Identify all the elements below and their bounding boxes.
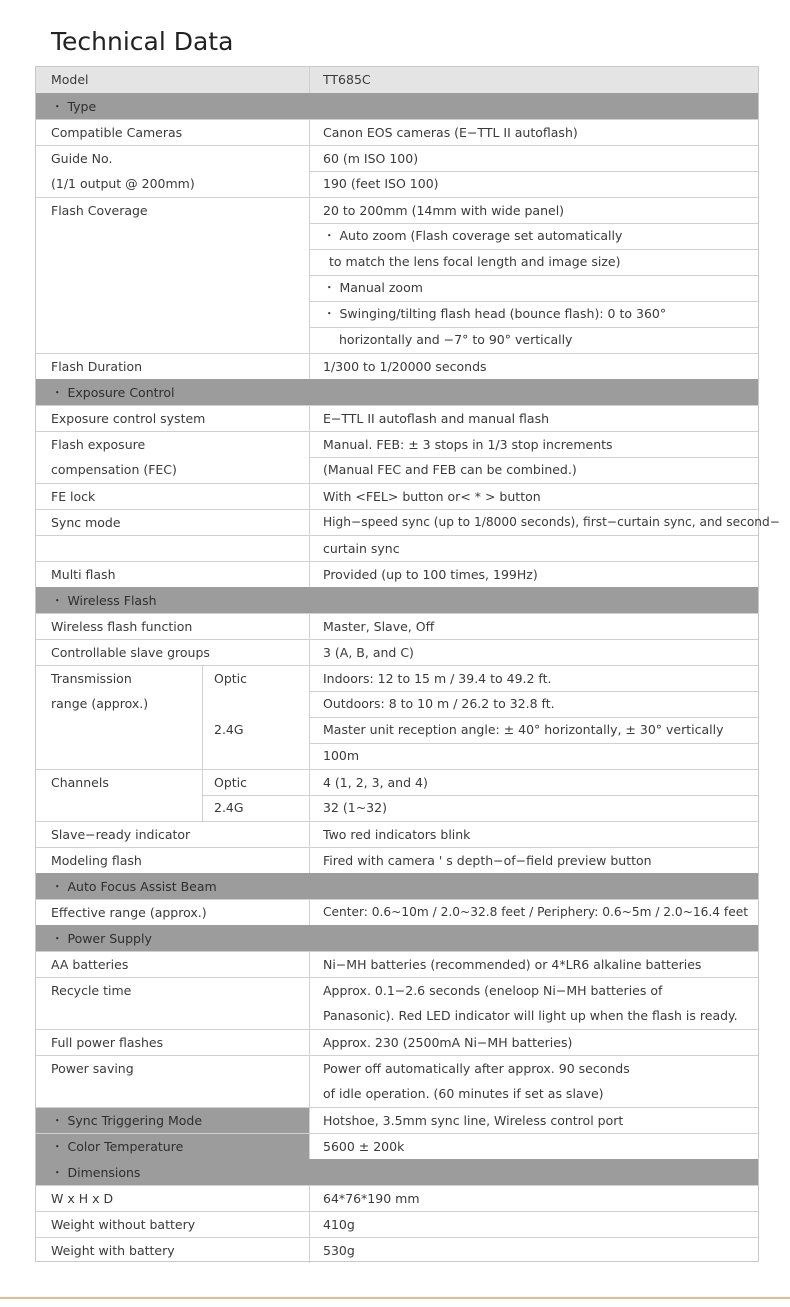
table-row [36,301,758,327]
row-sublabel: Optic [214,775,248,790]
row-value: 1/300 to 1/20000 seconds [323,359,487,374]
section-power-label: ・ Power Supply [51,931,152,946]
row-label: Flash Duration [51,359,143,374]
row-value: Master, Slave, Off [323,619,435,634]
spec-table [35,66,780,1262]
row-label: Guide No. [51,151,113,166]
table-row [36,171,758,197]
row-label: Power saving [51,1061,134,1076]
row-sublabel: 2.4G [214,722,244,737]
row-value: Fired with camera ' s depth−of−field preview button [323,853,652,868]
row-label: Transmission [51,671,132,686]
table-row [36,1003,758,1029]
section-sync-label: ・ Sync Triggering Mode [51,1113,203,1128]
table-row [36,1055,758,1081]
row-value: horizontally and −7° to 90° vertically [339,332,573,347]
row-value: High−speed sync (up to 1/8000 seconds), first−curtain sync, and second− [323,515,780,529]
row-label: Channels [51,775,109,790]
table-row [36,743,758,769]
row-sublabel: 2.4G [214,800,244,815]
row-label: Modeling flash [51,853,142,868]
table-row [36,1081,758,1107]
table-row [36,431,758,457]
row-value: Ni−MH batteries (recommended) or 4*LR6 alkaline batteries [323,957,702,972]
table-row [36,951,758,977]
color-temp-row [36,1133,758,1159]
row-value: ・ Manual zoom [323,280,423,295]
model-row [36,67,758,93]
row-label: range (approx.) [51,696,149,711]
row-value: Provided (up to 100 times, 199Hz) [323,567,538,582]
table-row [36,769,758,795]
table-row [36,795,758,821]
footer-divider [0,1297,790,1299]
row-value: Manual. FEB: ± 3 stops in 1/3 stop increments [323,437,613,452]
section-wireless-label: ・ Wireless Flash [51,593,157,608]
row-sublabel: Optic [214,671,248,686]
sync-trigger-row [36,1107,758,1133]
row-label: Effective range (approx.) [51,905,207,920]
row-value: E−TTL II autoflash and manual flash [323,411,550,426]
row-value: Approx. 0.1−2.6 seconds (eneloop Ni−MH batteries of [323,983,663,998]
row-label: Flash exposure [51,437,146,452]
section-power [36,925,758,951]
section-type-label: ・ Type [51,99,97,114]
row-value: 4 (1, 2, 3, and 4) [323,775,428,790]
table-row [36,613,758,639]
row-label: Slave−ready indicator [51,827,191,842]
row-label: Wireless flash function [51,619,193,634]
row-label: Recycle time [51,983,132,998]
row-value: curtain sync [323,541,400,556]
row-label: W x H x D [51,1191,114,1206]
table-row [36,639,758,665]
row-value: Master unit reception angle: ± 40° horizontally, ± 30° vertically [323,722,724,737]
table-row [36,1029,758,1055]
section-af-label: ・ Auto Focus Assist Beam [51,879,217,894]
table-row [36,483,758,509]
table-row [36,457,758,483]
row-label: Flash Coverage [51,203,148,218]
row-label: Multi flash [51,567,116,582]
section-dimensions-label: ・ Dimensions [51,1165,141,1180]
table-row [36,691,758,717]
row-value: ・ Swinging/tilting flash head (bounce flash): 0 to 360° [323,306,667,321]
table-row [36,509,780,535]
table-row [36,717,758,743]
row-value: Approx. 230 (2500mA Ni−MH batteries) [323,1035,573,1050]
row-value: Two red indicators blink [323,827,471,842]
table-row [36,535,758,561]
page-title: Technical Data [51,27,234,56]
row-value: Hotshoe, 3.5mm sync line, Wireless control port [323,1113,624,1128]
section-exposure-label: ・ Exposure Control [51,385,175,400]
table-row [36,223,758,249]
row-value: of idle operation. (60 minutes if set as slave) [323,1086,604,1101]
row-label: FE lock [51,489,96,504]
table-row [36,145,758,171]
row-label: Weight with battery [51,1243,175,1258]
row-value: Canon EOS cameras (E−TTL II autoflash) [323,125,578,140]
row-label: AA batteries [51,957,129,972]
table-row [36,119,758,145]
row-value: Outdoors: 8 to 10 m / 26.2 to 32.8 ft. [323,696,555,711]
table-row [36,561,758,587]
table-row [36,405,758,431]
table-row [36,1185,758,1211]
row-value: Indoors: 12 to 15 m / 39.4 to 49.2 ft. [323,671,552,686]
table-row [36,353,758,379]
row-label: Controllable slave groups [51,645,210,660]
table-row [36,1211,758,1237]
table-row [36,197,758,223]
row-value: 3 (A, B, and C) [323,645,414,660]
section-exposure [36,379,758,405]
row-value: 190 (feet ISO 100) [323,176,439,191]
row-label: (1/1 output @ 200mm) [51,176,195,191]
section-type [36,93,758,119]
table-row [36,327,758,353]
table-row [36,249,758,275]
table-row [36,1237,758,1263]
section-af [36,873,758,899]
table-row [36,847,758,873]
section-color-label: ・ Color Temperature [51,1139,184,1154]
row-label: Sync mode [51,515,121,530]
table-row [36,899,758,925]
row-value: to match the lens focal length and image size) [329,254,621,269]
model-label: Model [51,72,89,87]
row-label: Weight without battery [51,1217,196,1232]
row-value: 100m [323,748,360,763]
row-value: 410g [323,1217,355,1232]
table-row [36,275,758,301]
table-row [36,665,758,691]
row-label: Exposure control system [51,411,206,426]
section-wireless [36,587,758,613]
row-value: 64*76*190 mm [323,1191,420,1206]
row-value: 5600 ± 200k [323,1139,405,1154]
row-value: 32 (1~32) [323,800,387,815]
model-value: TT685C [323,72,371,87]
row-value: Panasonic). Red LED indicator will light up when the flash is ready. [323,1008,738,1023]
row-value: 60 (m ISO 100) [323,151,419,166]
row-value: With <FEL> button or< * > button [323,489,541,504]
section-dimensions [36,1159,758,1185]
row-label: Compatible Cameras [51,125,183,140]
row-value: 20 to 200mm (14mm with wide panel) [323,203,565,218]
table-row [36,977,758,1003]
table-row [36,821,758,847]
row-value: 530g [323,1243,355,1258]
row-value: Center: 0.6~10m / 2.0~32.8 feet / Periphery: 0.6~5m / 2.0~16.4 feet [323,905,748,919]
row-value: (Manual FEC and FEB can be combined.) [323,462,577,477]
row-value: Power off automatically after approx. 90 seconds [323,1061,630,1076]
row-value: ・ Auto zoom (Flash coverage set automatically [323,228,623,243]
row-label: Full power flashes [51,1035,164,1050]
row-label: compensation (FEC) [51,462,177,477]
